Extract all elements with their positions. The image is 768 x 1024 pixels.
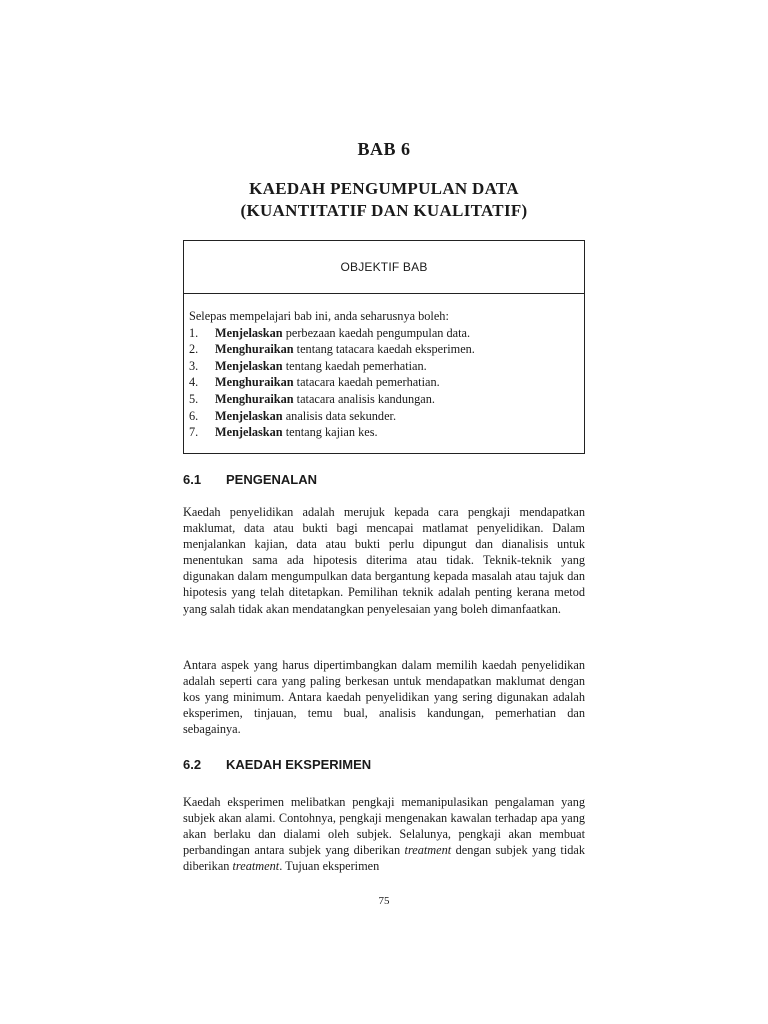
paragraph-italic-term: treatment xyxy=(232,859,280,874)
objectives-heading: OBJEKTIF BAB xyxy=(184,241,584,294)
objective-text: tentang kaedah pemerhatian. xyxy=(282,358,427,373)
paragraph-experiment xyxy=(183,794,585,874)
objective-number: 7. xyxy=(189,425,199,440)
title-line-2: (KUANTITATIF DAN KUALITATIF) xyxy=(240,201,528,220)
objective-number: 5. xyxy=(189,391,199,406)
objective-text: tentang tatacara kaedah eksperimen. xyxy=(293,342,475,357)
objective-keyword: Menjelaskan xyxy=(215,325,283,340)
section-title: PENGENALAN xyxy=(226,472,318,487)
objective-text: tentang kajian kes. xyxy=(282,425,378,440)
section-number: 6.1 xyxy=(183,472,202,487)
objective-number: 6. xyxy=(189,408,199,423)
title-line-1: KAEDAH PENGUMPULAN DATA xyxy=(249,179,519,198)
objective-item xyxy=(189,408,579,425)
objective-text: analisis data sekunder. xyxy=(282,408,397,423)
objective-text: tatacara analisis kandungan. xyxy=(293,391,435,406)
paragraph-text: dengan subjek yang tidak diberikan xyxy=(183,843,586,874)
paragraph-text: . Tujuan eksperimen xyxy=(279,859,380,874)
objective-number: 2. xyxy=(189,342,199,357)
objective-number: 1. xyxy=(189,325,199,340)
chapter-label: BAB 6 xyxy=(357,139,411,159)
objective-item xyxy=(189,374,579,391)
objectives-intro: Selepas mempelajari bab ini, anda seharusnya boleh: xyxy=(189,309,449,323)
paragraph-text: Kaedah eksperimen melibatkan pengkaji memanipulasikan pengalaman yang subjek akan alami. Contohnya, pengkaji mengenakan kawalan terhadap apa yang akan berlaku dan dialami oleh subjek. Selalunya, pengkaji akan membuat perbandingan antara subjek yang diberikan xyxy=(183,795,585,858)
objectives-body xyxy=(184,294,584,441)
section-number: 6.2 xyxy=(183,757,202,772)
objective-item xyxy=(189,358,579,375)
paragraph-introduction: Kaedah penyelidikan adalah merujuk kepada cara pengkaji mendapatkan maklumat, data atau bukti bagi mencapai matlamat penyelidikan. Dalam menjalankan kajian, data atau bukti perlu dipungut dan dianalisis untuk menentukan sama ada hipotesis diterima atau tidak. Teknik-teknik yang digunakan dalam mengumpulkan data bergantung kepada masalah atau tajuk dan hipotesis yang telah ditetapkan. Pemilihan teknik adalah penting kerana metod yang salah tidak akan mendatangkan penyelesaian yang boleh dimanfaatkan. xyxy=(183,505,585,616)
objective-item xyxy=(189,341,579,358)
objective-keyword: Menjelaskan xyxy=(215,425,283,440)
objective-keyword: Menghuraikan xyxy=(215,342,294,357)
paragraph-aspects: Antara aspek yang harus dipertimbangkan dalam memilih kaedah penyelidikan adalah seperti cara yang paling berkesan untuk mendapatkan maklumat dengan kos yang minimum. Antara kaedah penyelidikan yang sering digunakan adalah eksperimen, tinjauan, temu bual, analisis kandungan, pemerhatian dan sebagainya. xyxy=(183,658,585,737)
section-heading-6-1 xyxy=(183,472,317,487)
objective-text: perbezaan kaedah pengumpulan data. xyxy=(282,325,471,340)
section-title: KAEDAH EKSPERIMEN xyxy=(226,757,372,772)
objective-item xyxy=(189,424,579,441)
objective-keyword: Menghuraikan xyxy=(215,375,294,390)
objectives-list xyxy=(189,325,579,441)
objective-number: 3. xyxy=(189,358,199,373)
objective-keyword: Menghuraikan xyxy=(215,391,294,406)
objective-keyword: Menjelaskan xyxy=(215,358,283,373)
objective-text: tatacara kaedah pemerhatian. xyxy=(293,375,440,390)
paragraph-italic-term: treatment xyxy=(404,843,452,858)
objective-number: 4. xyxy=(189,375,199,390)
objective-item xyxy=(189,325,579,342)
objective-keyword: Menjelaskan xyxy=(215,408,283,423)
objective-item xyxy=(189,391,579,408)
section-heading-6-2 xyxy=(183,757,371,772)
objectives-box xyxy=(183,240,585,454)
chapter-title xyxy=(0,178,768,222)
page-number: 75 xyxy=(378,895,390,907)
